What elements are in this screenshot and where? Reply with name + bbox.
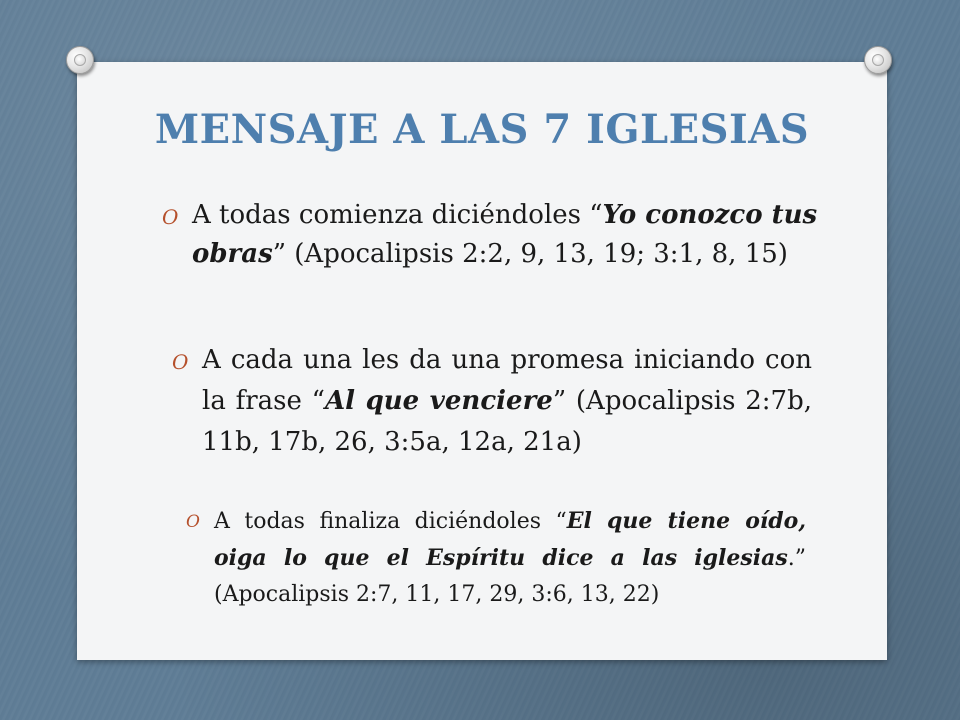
pushpin-icon xyxy=(864,46,892,74)
slide-title: MENSAJE A LAS 7 IGLESIAS xyxy=(154,106,810,153)
bullet-marker: O xyxy=(162,205,179,229)
pushpin-icon xyxy=(66,46,94,74)
bullet-text-end: ” (Apocalipsis 2:7b, 11b, 17b, 26, 3:5a, 12a, 21a) xyxy=(202,386,812,457)
bullet-item-1 xyxy=(162,196,822,274)
bullet-emphasis: El que tiene oído, oiga lo que el Espíritu dice a las iglesias xyxy=(214,508,806,571)
bullet-text xyxy=(162,196,822,274)
bullet-text-start: A todas finaliza diciéndoles “ xyxy=(214,509,567,534)
bullet-item-2 xyxy=(172,340,812,463)
bullet-text xyxy=(172,340,812,463)
bullet-text-end: ” (Apocalipsis 2:2, 9, 13, 19; 3:1, 8, 15) xyxy=(272,239,788,269)
bullet-text-end: .” (Apocalipsis 2:7, 11, 17, 29, 3:6, 13, 22) xyxy=(214,546,806,607)
bullet-marker: O xyxy=(172,350,189,374)
bullet-marker: O xyxy=(186,512,200,532)
bullet-emphasis: Al que venciere xyxy=(324,386,553,416)
bullet-text-start: A cada una les da una promesa iniciando con la frase “ xyxy=(202,345,812,416)
bullet-text-start: A todas comienza diciéndoles “ xyxy=(192,200,603,230)
bullet-emphasis: Yo conozco tus obras xyxy=(192,200,818,269)
bullet-item-3 xyxy=(186,503,806,613)
bullet-text xyxy=(186,503,806,613)
